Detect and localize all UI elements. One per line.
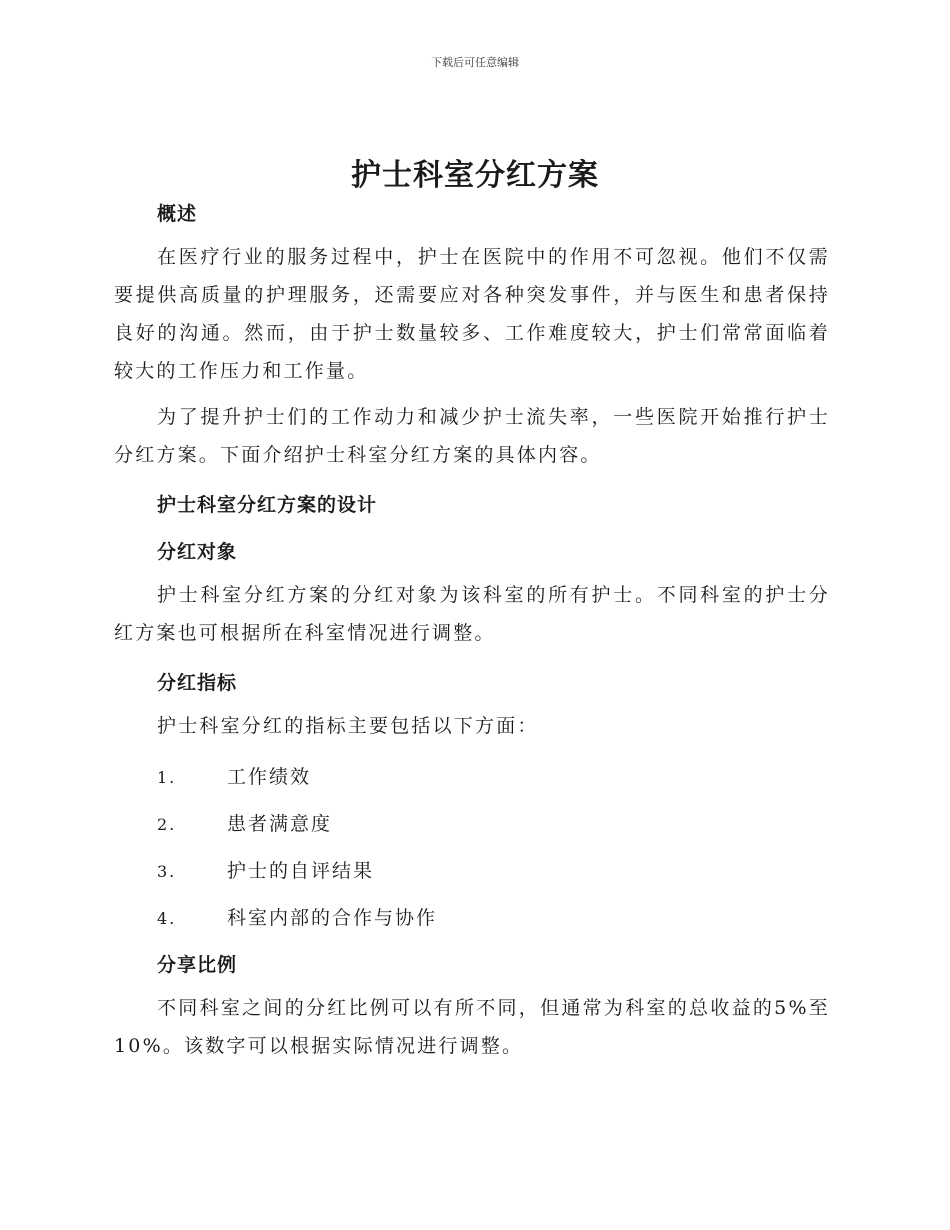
list-item	[157, 903, 437, 930]
document-title: 护士科室分红方案	[351, 158, 599, 193]
heading-ratio: 分享比例	[157, 954, 238, 976]
list-item-number: 4.	[157, 909, 177, 928]
list-item-number: 1.	[157, 768, 177, 787]
list-item	[157, 762, 311, 789]
list-item-number: 2.	[157, 815, 177, 834]
heading-index: 分红指标	[157, 672, 238, 694]
list-item-number: 3.	[157, 862, 177, 881]
heading-design: 护士科室分红方案的设计	[157, 494, 378, 516]
paragraph-target: 护士科室分红方案的分红对象为该科室的所有护士。不同科室的护士分红方案也可根据所在科室情况进行调整。	[114, 584, 830, 644]
list-item-text: 工作绩效	[227, 766, 312, 788]
list-item-text: 科室内部的合作与协作	[227, 907, 438, 929]
heading-overview: 概述	[157, 203, 198, 225]
list-item	[157, 809, 332, 836]
list-item	[157, 856, 374, 883]
paragraph-overview-2: 为了提升护士们的工作动力和减少护士流失率，一些医院开始推行护士分红方案。下面介绍护士科室分红方案的具体内容。	[114, 406, 830, 466]
paragraph-ratio: 不同科室之间的分红比例可以有所不同，但通常为科室的总收益的5%至10%。该数字可以根据实际情况进行调整。	[114, 997, 830, 1057]
list-item-text: 护士的自评结果	[227, 860, 375, 882]
paragraph-overview-1: 在医疗行业的服务过程中，护士在医院中的作用不可忽视。他们不仅需要提供高质量的护理服务，还需要应对各种突发事件，并与医生和患者保持良好的沟通。然而，由于护士数量较多、工作难度较大，护士们常常面临着较大的工作压力和工作量。	[114, 246, 830, 382]
paragraph-index-intro: 护士科室分红的指标主要包括以下方面：	[157, 715, 539, 737]
header-note: 下载后可任意编辑	[431, 56, 519, 69]
heading-target: 分红对象	[157, 541, 238, 563]
list-item-text: 患者满意度	[227, 813, 333, 835]
